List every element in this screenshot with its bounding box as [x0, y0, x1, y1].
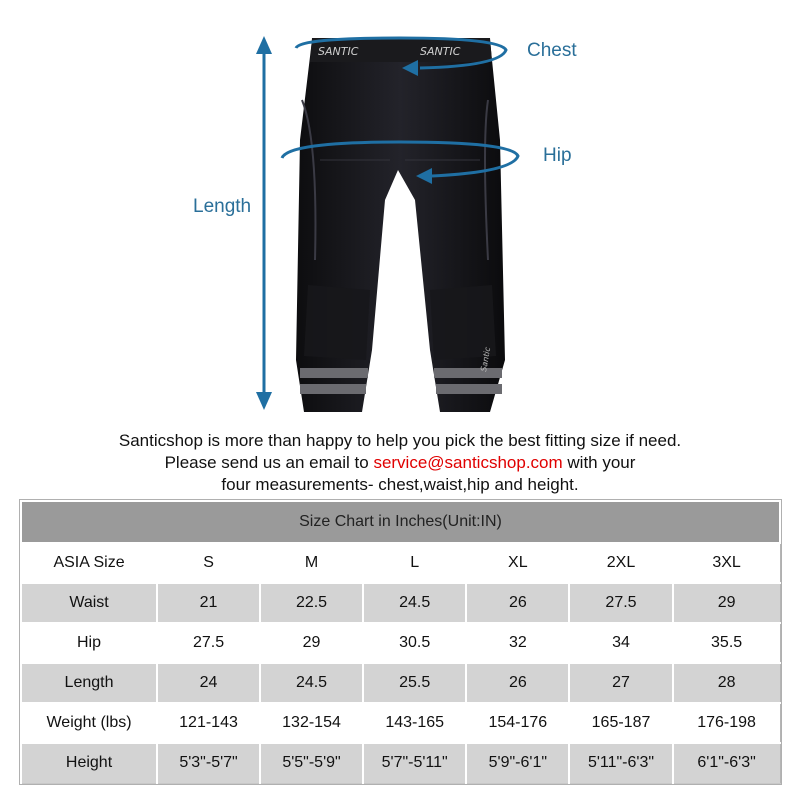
size-chart-table	[20, 500, 781, 784]
table-row	[21, 623, 780, 663]
table-cell: 32	[466, 623, 569, 663]
table-row	[21, 663, 780, 703]
note-line-3: four measurements- chest,waist,hip and height.	[221, 475, 579, 494]
table-cell: 26	[466, 663, 569, 703]
table-cell: 27	[569, 663, 672, 703]
table-cell: 34	[569, 623, 672, 663]
row-header-cell: ASIA Size	[21, 543, 157, 583]
table-row	[21, 743, 780, 783]
table-cell: S	[157, 543, 260, 583]
note-line-2-before: Please send us an email to	[164, 453, 369, 472]
note-line-1: Santicshop is more than happy to help you pick the best fitting size if need.	[118, 431, 682, 450]
table-cell: 121-143	[157, 703, 260, 743]
table-cell: 35.5	[673, 623, 780, 663]
table-cell: 27.5	[569, 583, 672, 623]
note-line-2	[0, 452, 800, 474]
note-line-2-after: with your	[567, 453, 636, 472]
row-header-cell: Hip	[21, 623, 157, 663]
table-cell: 132-154	[260, 703, 363, 743]
table-cell: 176-198	[673, 703, 780, 743]
table-row	[21, 703, 780, 743]
row-header-cell: Height	[21, 743, 157, 783]
table-row	[21, 583, 780, 623]
table-cell: 5'5"-5'9"	[260, 743, 363, 783]
table-cell: 5'11"-6'3"	[569, 743, 672, 783]
table-cell: 2XL	[569, 543, 672, 583]
hip-label: Hip	[543, 145, 572, 166]
table-cell: 24.5	[260, 663, 363, 703]
table-cell: 29	[673, 583, 780, 623]
table-cell: 26	[466, 583, 569, 623]
table-cell: 29	[260, 623, 363, 663]
table-cell: 28	[673, 663, 780, 703]
row-header-cell: Waist	[21, 583, 157, 623]
row-header-cell: Weight (lbs)	[21, 703, 157, 743]
table-cell: 3XL	[673, 543, 780, 583]
hem-brand: Santic	[479, 346, 493, 373]
length-label: Length	[193, 196, 252, 217]
waistband-brand-left: SANTIC	[318, 45, 359, 58]
table-cell: 154-176	[466, 703, 569, 743]
chest-label: Chest	[527, 40, 577, 61]
email-link[interactable]: service@santicshop.com	[373, 453, 563, 472]
size-chart-body	[21, 543, 780, 783]
table-row	[21, 543, 780, 583]
row-header-cell: Length	[21, 663, 157, 703]
table-cell: M	[260, 543, 363, 583]
table-cell: 30.5	[363, 623, 466, 663]
table-cell: 5'3"-5'7"	[157, 743, 260, 783]
table-cell: 6'1"-6'3"	[673, 743, 780, 783]
table-cell: 21	[157, 583, 260, 623]
table-cell: 25.5	[363, 663, 466, 703]
table-cell: 5'9"-6'1"	[466, 743, 569, 783]
sizing-note	[0, 430, 800, 496]
table-cell: XL	[466, 543, 569, 583]
length-arrow	[256, 36, 272, 410]
table-cell: 143-165	[363, 703, 466, 743]
waistband-brand-right: SANTIC	[420, 45, 461, 58]
table-cell: 5'7"-5'11"	[363, 743, 466, 783]
table-cell: 27.5	[157, 623, 260, 663]
table-cell: 24	[157, 663, 260, 703]
table-cell: 22.5	[260, 583, 363, 623]
table-cell: L	[363, 543, 466, 583]
size-chart-title: Size Chart in Inches(Unit:IN)	[21, 501, 780, 543]
table-cell: 165-187	[569, 703, 672, 743]
table-cell: 24.5	[363, 583, 466, 623]
